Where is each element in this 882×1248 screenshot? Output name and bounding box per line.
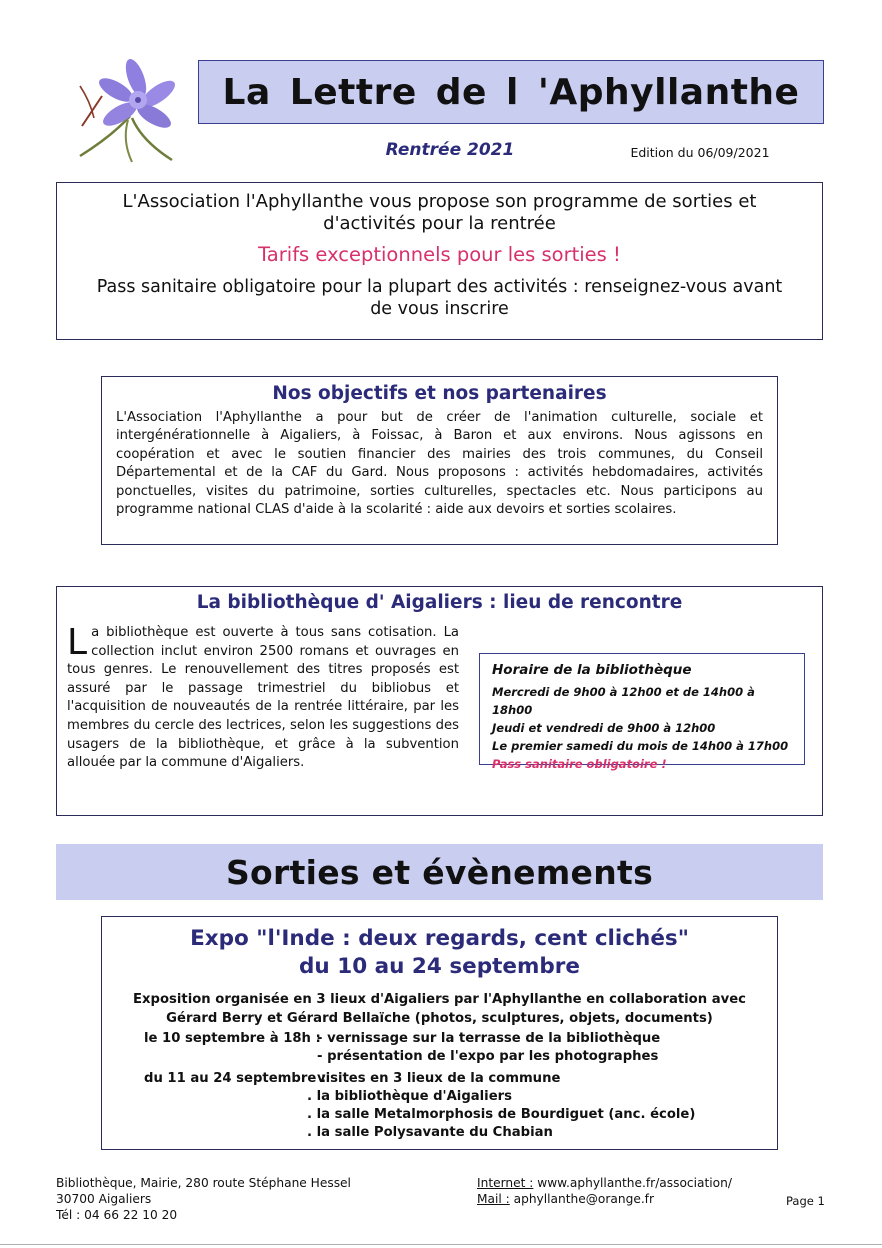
horaire-box [479,653,805,771]
footer-address [56,1175,351,1223]
page-bottom-rule [0,1244,882,1245]
expo-schedule-item: - vernissage sur la terrasse de la bibliothèque [317,1031,661,1046]
horaire-line: Le premier samedi du mois de 14h00 à 17h00 [492,739,789,753]
issue-subtitle: Rentrée 2021 [385,140,515,160]
horaire-pass-notice: Pass sanitaire obligatoire ! [492,757,667,771]
horaire-line: Jeudi et vendredi de 9h00 à 12h00 [492,721,716,735]
bibliotheque-text-block [67,624,459,773]
expo-desc-line: Exposition organisée en 3 lieux d'Aigaliers par l'Aphyllanthe en collaboration avec [133,992,746,1007]
footer-mail-label: Mail : [477,1192,510,1206]
intro-pass-notice: Pass sanitaire obligatoire pour la plupart des activités : renseignez-vous avant de vous inscrire [96,277,783,319]
footer-website-link[interactable]: www.aphyllanthe.fr/association/ [533,1176,732,1190]
intro-box [56,182,823,340]
objectifs-heading: Nos objectifs et nos partenaires [272,383,607,404]
section-banner [56,844,823,900]
expo-schedule-item: - présentation de l'expo par les photographes [317,1049,659,1064]
intro-highlight: Tarifs exceptionnels pour les sorties ! [258,243,621,266]
bibliotheque-text: a bibliothèque est ouverte à tous sans cotisation. La collection inclut environ 2500 romans et ouvrages en tous genres. Le renouvellement des titres proposés est assuré par le passage trimestriel du bibliobus et l'acquisition de nouveautés de la rentrée littéraire, par les membres du cercle des lectrices, selon les suggestions des usagers de la bibliothèque, et grâce à la subvention allouée par la commune d'Aigaliers. [67,625,459,771]
bibliotheque-heading: La bibliothèque d' Aigaliers : lieu de rencontre [196,592,683,613]
edition-date: Edition du 06/09/2021 [630,145,770,160]
expo-box [101,916,778,1150]
expo-desc-line: Gérard Berry et Gérard Bellaïche (photos, sculptures, objets, documents) [166,1010,713,1026]
bibliotheque-box [56,586,823,816]
horaire-line: Mercredi de 9h00 à 12h00 et de 14h00 à 18h00 [492,685,755,717]
expo-when-label: le 10 septembre à 18h : [144,1031,321,1046]
expo-venue-item: . la salle Metalmorphosis de Bourdiguet (anc. école) [307,1107,696,1122]
footer-email-link[interactable]: aphyllanthe@orange.fr [509,1192,654,1206]
horaire-heading: Horaire de la bibliothèque [492,662,692,678]
expo-when-label: du 11 au 24 septembre : [144,1071,327,1086]
objectifs-box [101,376,778,545]
footer-address-line: Bibliothèque, Mairie, 280 route Stéphane Hessel [56,1176,351,1190]
newsletter-title-box [198,60,824,124]
expo-description [102,991,777,1028]
footer-internet-label: Internet : [477,1176,534,1190]
aphyllanthe-flower-icon [72,56,182,164]
expo-title: Expo "l'Inde : deux regards, cent clichés" [190,926,689,951]
page-number: Page 1 [786,1194,825,1208]
expo-venue-item: . la bibliothèque d'Aigaliers [307,1089,512,1104]
expo-venue-item: . la salle Polysavante du Chabian [307,1125,553,1140]
objectifs-text: L'Association l'Aphyllanthe a pour but de créer de l'animation culturelle, sociale et intergénérationnelle à Aigaliers, à Foissac, à Baron et aux environs. Nous agissons en coopération et avec le soutien financier des mairies des trois communes, du Conseil Départemental et de la CAF du Gard. Nous proposons : activités hebdomadaires, activités ponctuelles, visites du patrimoine, sorties culturelles, spectacles etc. Nous participons au programme national CLAS d'aide à la scolarité : aide aux devoirs et sorties scolaires. [116,410,763,518]
drop-cap: L [67,622,88,663]
intro-line: L'Association l'Aphyllanthe vous propose son programme de sorties et d'activités pour la rentrée [122,191,757,234]
newsletter-title: La Lettre de l 'Aphyllanthe [222,71,800,113]
section-banner-title: Sorties et évènements [225,852,654,892]
expo-schedule-item: visites en 3 lieux de la commune [317,1071,561,1086]
footer-address-line: 30700 Aigaliers [56,1192,152,1206]
expo-dates: du 10 au 24 septembre [299,954,580,979]
footer-phone: Tél : 04 66 22 10 20 [56,1208,178,1222]
footer-contact [477,1175,732,1207]
